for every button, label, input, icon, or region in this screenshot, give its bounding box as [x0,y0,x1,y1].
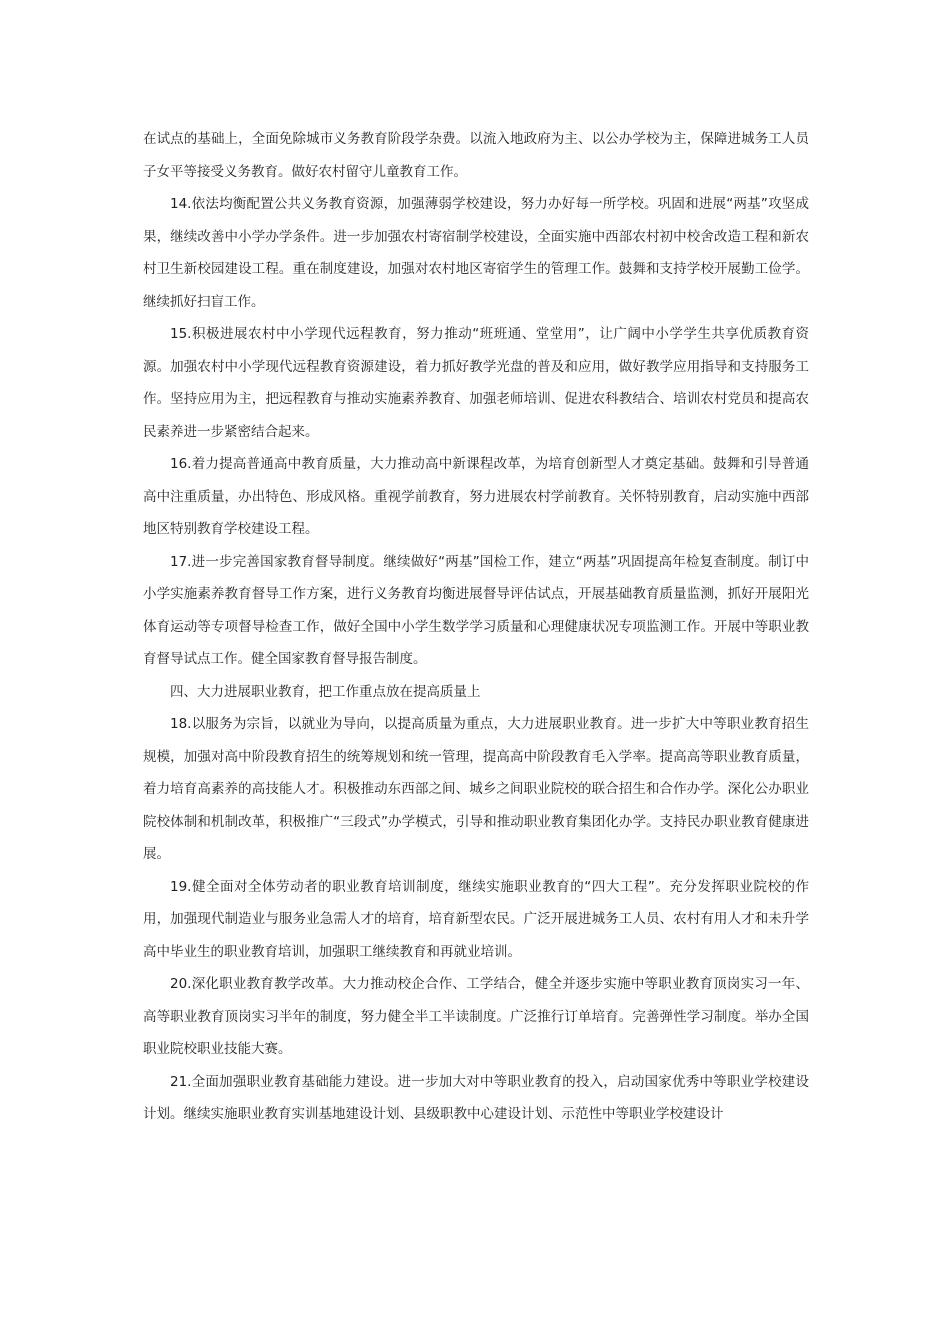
paragraph-21: 21.全面加强职业教育基础能力建设。进一步加大对中等职业教育的投入，启动国家优秀中等职业学校建设计划。继续实施职业教育实训基地建设计划、县级职教中心建设计划、示范性中等职业学校建设计 [143,1073,809,1122]
section-heading-4: 四、大力进展职业教育，把工作重点放在提高质量上 [170,683,481,700]
paragraph-15: 15.积极进展农村中小学现代远程教育，努力推动“班班通、堂堂用”，让广阔中小学学生共享优质教育资源。加强农村中小学现代远程教育资源建设，着力抓好教学光盘的普及和应用，做好教学应用指导和支持服务工作。坚持应用为主，把远程教育与推动实施素养教育、加强老师培训、促进农科教结合、培训农村党员和提高农民素养进一步紧密结合起来。 [143,326,809,440]
paragraph-17: 17.进一步完善国家教育督导制度。继续做好“两基”国检工作，建立“两基”巩固提高年检复查制度。制订中小学实施素养教育督导工作方案，进行义务教育均衡进展督导评估试点，开展基础教育质量监测，抓好开展阳光体育运动等专项督导检查工作，做好全国中小学生数学学习质量和心理健康状况专项监测工作。开展中等职业教育督导试点工作。健全国家教育督导报告制度。 [143,553,809,667]
paragraph-16: 16.着力提高普通高中教育质量，大力推动高中新课程改革，为培育创新型人才奠定基础。鼓舞和引导普通高中注重质量，办出特色、形成风格。重视学前教育，努力进展农村学前教育。关怀特别教育，启动实施中西部地区特别教育学校建设工程。 [143,456,809,537]
paragraph-1: 在试点的基础上，全面免除城市义务教育阶段学杂费。以流入地政府为主、以公办学校为主，保障进城务工人员子女平等接受义务教育。做好农村留守儿童教育工作。 [143,131,809,180]
document-body [143,123,809,1131]
paragraph-19: 19.健全面对全体劳动者的职业教育培训制度，继续实施职业教育的“四大工程”。充分发挥职业院校的作用，加强现代制造业与服务业急需人才的培育，培育新型农民。广泛开展进城务工人员、农村有用人才和未升学高中毕业生的职业教育培训，加强职工继续教育和再就业培训。 [143,878,809,960]
paragraph-18: 18.以服务为宗旨，以就业为导向，以提高质量为重点，大力进展职业教育。进一步扩大中等职业教育招生规模，加强对高中阶段教育招生的统筹规划和统一管理，提高高中阶段教育毛入学率。提高高等职业教育质量，着力培育高素养的高技能人才。积极推动东西部之间、城乡之间职业院校的联合招生和合作办学。深化公办职业院校体制和机制改革，积极推广“三段式”办学模式，引导和推动职业教育集团化办学。支持民办职业教育健康进展。 [143,716,809,862]
paragraph-14: 14.依法均衡配置公共义务教育资源，加强薄弱学校建设，努力办好每一所学校。巩固和进展“两基”攻坚成果，继续改善中小学办学条件。进一步加强农村寄宿制学校建设，全面实施中西部农村初中校舍改造工程和新农村卫生新校园建设工程。重在制度建设，加强对农村地区寄宿学生的管理工作。鼓舞和支持学校开展勤工俭学。继续抓好扫盲工作。 [143,196,809,310]
paragraph-20: 20.深化职业教育教学改革。大力推动校企合作、工学结合，健全并逐步实施中等职业教育顶岗实习一年、高等职业教育顶岗实习半年的制度，努力健全半工半读制度。广泛推行订单培育。完善弹性学习制度。举办全国职业院校职业技能大赛。 [143,976,809,1057]
